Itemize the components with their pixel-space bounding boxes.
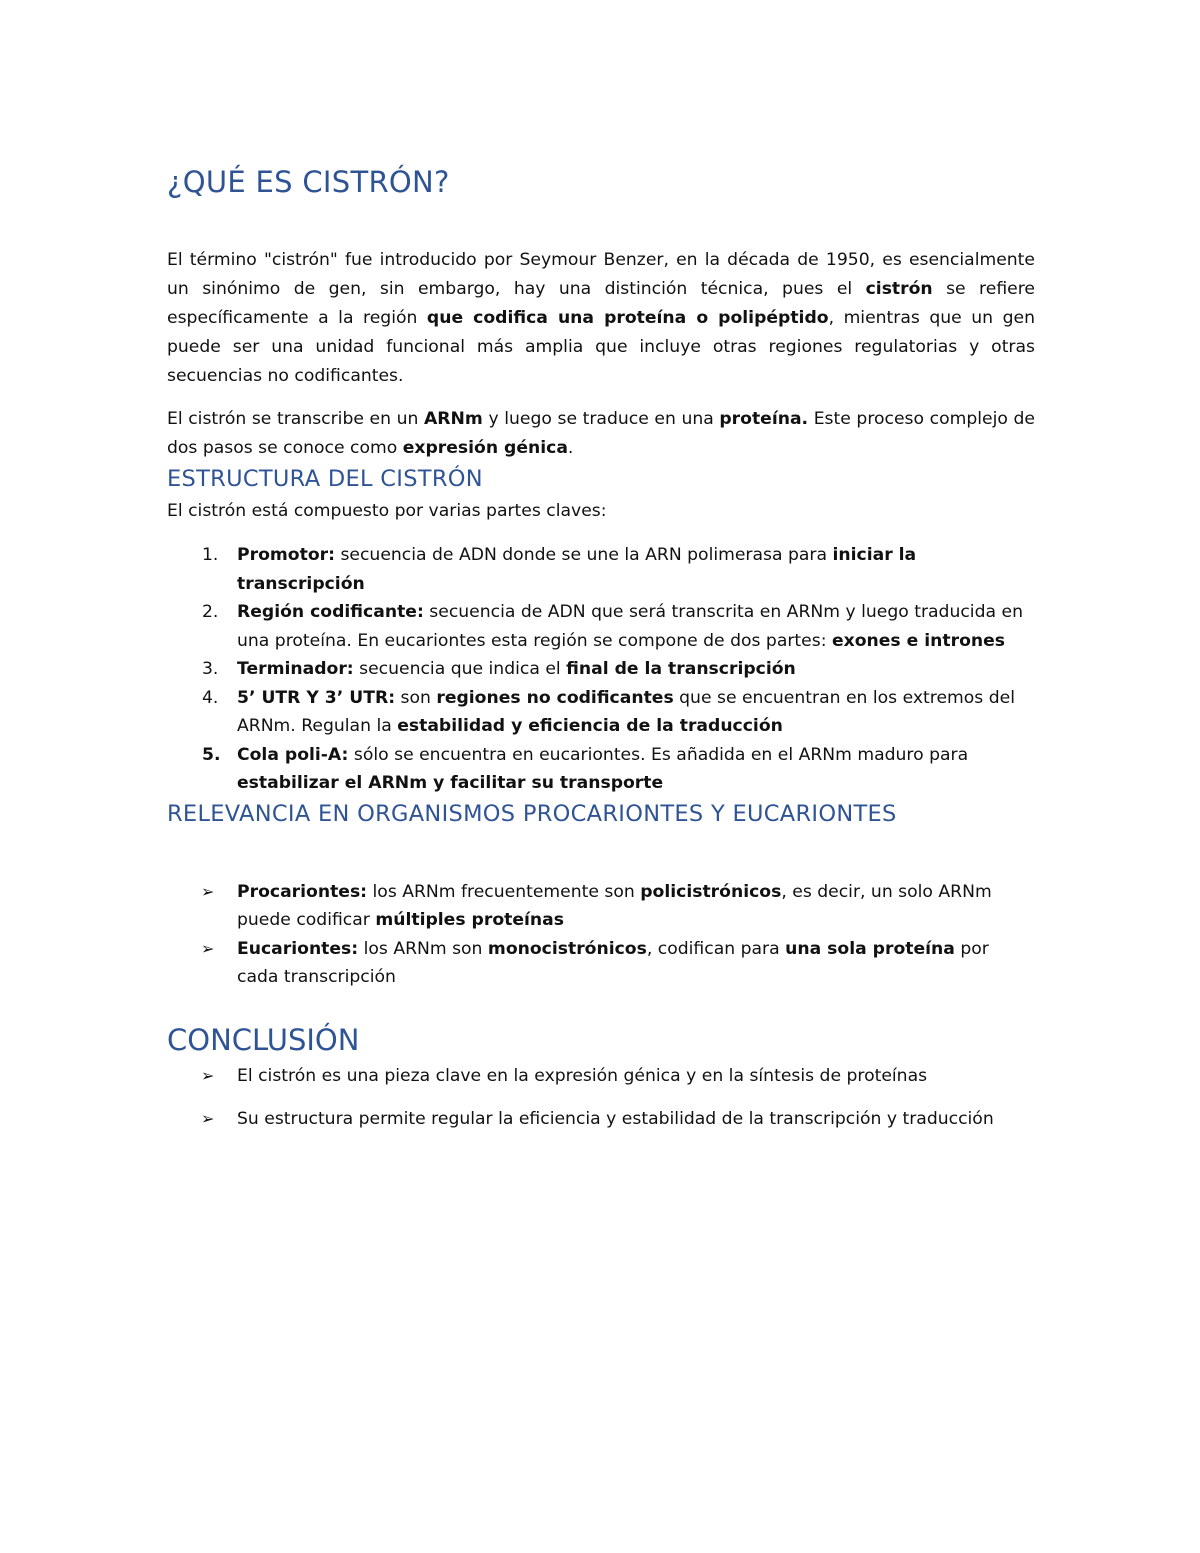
bold-run: múltiples proteínas: [375, 910, 564, 930]
text-run: , mientras que un gen puede ser una unidad funcional más amplia que incluye otras regiones regulatorias y otras secuencias no codificantes.: [167, 308, 1035, 386]
bold-run: Eucariontes:: [237, 938, 359, 959]
bold-run: iniciar la transcripción: [237, 545, 917, 594]
list-item: [167, 1105, 1035, 1134]
text-run: Este proceso complejo de dos pasos se conoce como: [167, 409, 1035, 458]
arrow-bullet-icon: ➢: [201, 1109, 215, 1128]
bold-run: policistrónicos: [640, 881, 782, 902]
document-title: ¿QUÉ ES CISTRÓN?: [167, 165, 450, 199]
list-item: [167, 741, 1035, 798]
text-run: se refiere específicamente a la región: [167, 279, 1035, 328]
bold-run: estabilizar el ARNm y facilitar su transporte: [237, 773, 664, 793]
text-run: , es decir, un solo ARNm puede codificar: [237, 881, 992, 930]
text-run: sólo se encuentra en eucariontes. Es añadida en el ARNm maduro para: [348, 744, 969, 765]
bold-run: Región codificante:: [237, 602, 424, 622]
structure-list: [167, 541, 1035, 798]
list-item: [167, 935, 1035, 992]
bold-run: cistrón: [865, 279, 933, 299]
text-run: secuencia que indica el: [353, 659, 567, 679]
list-number: 3.: [202, 659, 219, 679]
text-run: son: [395, 687, 437, 708]
list-item: [167, 684, 1035, 741]
text-run: los ARNm frecuentemente son: [367, 881, 641, 902]
bold-run: ARNm: [424, 409, 483, 429]
document-body: [167, 162, 1035, 1149]
bold-run: estabilidad y eficiencia de la traducción: [397, 716, 783, 736]
arrow-bullet-icon: ➢: [201, 1065, 215, 1085]
text-run: y luego se traduce en una: [482, 409, 720, 429]
bold-run: Procariontes:: [237, 881, 368, 902]
bold-run: una sola proteína: [785, 938, 955, 959]
text-run: por cada transcripción: [237, 938, 989, 987]
list-item: [167, 1062, 1035, 1091]
text-run: Su estructura permite regular la eficiencia y estabilidad de la transcripción y traducción: [237, 1109, 994, 1129]
list-number: 1.: [202, 545, 219, 565]
paragraph-expression: [167, 405, 1035, 463]
section-heading-relevance: RELEVANCIA EN ORGANISMOS PROCARIONTES Y EUCARIONTES: [167, 800, 897, 827]
paragraph-definition: [167, 246, 1035, 391]
section-heading-structure: ESTRUCTURA DEL CISTRÓN: [167, 466, 483, 492]
section-heading-conclusion: CONCLUSIÓN: [167, 1022, 360, 1057]
bold-run: proteína.: [719, 409, 809, 429]
bold-run: Promotor:: [237, 545, 335, 565]
list-item: [167, 598, 1035, 655]
bold-run: que codifica una proteína o polipéptido: [426, 308, 829, 328]
text-run: secuencia de ADN que será transcrita en ARNm y luego traducida en una proteína. En eucariontes esta región se compone de dos partes:: [237, 602, 1023, 651]
list-number: 2.: [202, 602, 219, 622]
bold-run: Cola poli-A:: [237, 744, 349, 765]
list-item: [167, 655, 1035, 684]
bold-run: expresión génica: [402, 438, 568, 458]
text-run: secuencia de ADN donde se une la ARN polimerasa para: [334, 545, 833, 565]
text-run: El término "cistrón" fue introducido por Seymour Benzer, en la década de 1950, es esencialmente un sinónimo de gen, sin embargo, hay una distinción técnica, pues el: [167, 250, 1035, 299]
bold-run: exones e intrones: [831, 630, 1006, 651]
bold-run: final de la transcripción: [566, 659, 796, 679]
text-run: , codifican para: [646, 938, 786, 959]
list-number: 5.: [202, 744, 221, 765]
bold-run: 5’ UTR Y 3’ UTR:: [237, 687, 396, 708]
arrow-bullet-icon: ➢: [201, 881, 215, 901]
list-item: [167, 541, 1035, 598]
conclusion-list: [167, 1062, 1035, 1134]
text-run: .: [567, 438, 574, 458]
bold-run: Terminador:: [237, 659, 354, 679]
text-run: El cistrón se transcribe en un: [167, 409, 424, 429]
list-number: 4.: [202, 687, 219, 708]
text-run: El cistrón es una pieza clave en la expresión génica y en la síntesis de proteínas: [237, 1065, 928, 1086]
structure-intro: El cistrón está compuesto por varias partes claves:: [167, 501, 607, 521]
text-run: los ARNm son: [358, 938, 488, 959]
relevance-list: [167, 878, 1035, 992]
list-item: [167, 878, 1035, 935]
text-run: que se encuentran en los extremos del ARNm. Regulan la: [237, 687, 1015, 736]
arrow-bullet-icon: ➢: [201, 938, 215, 958]
bold-run: regiones no codificantes: [436, 687, 674, 708]
bold-run: monocistrónicos: [487, 938, 647, 959]
